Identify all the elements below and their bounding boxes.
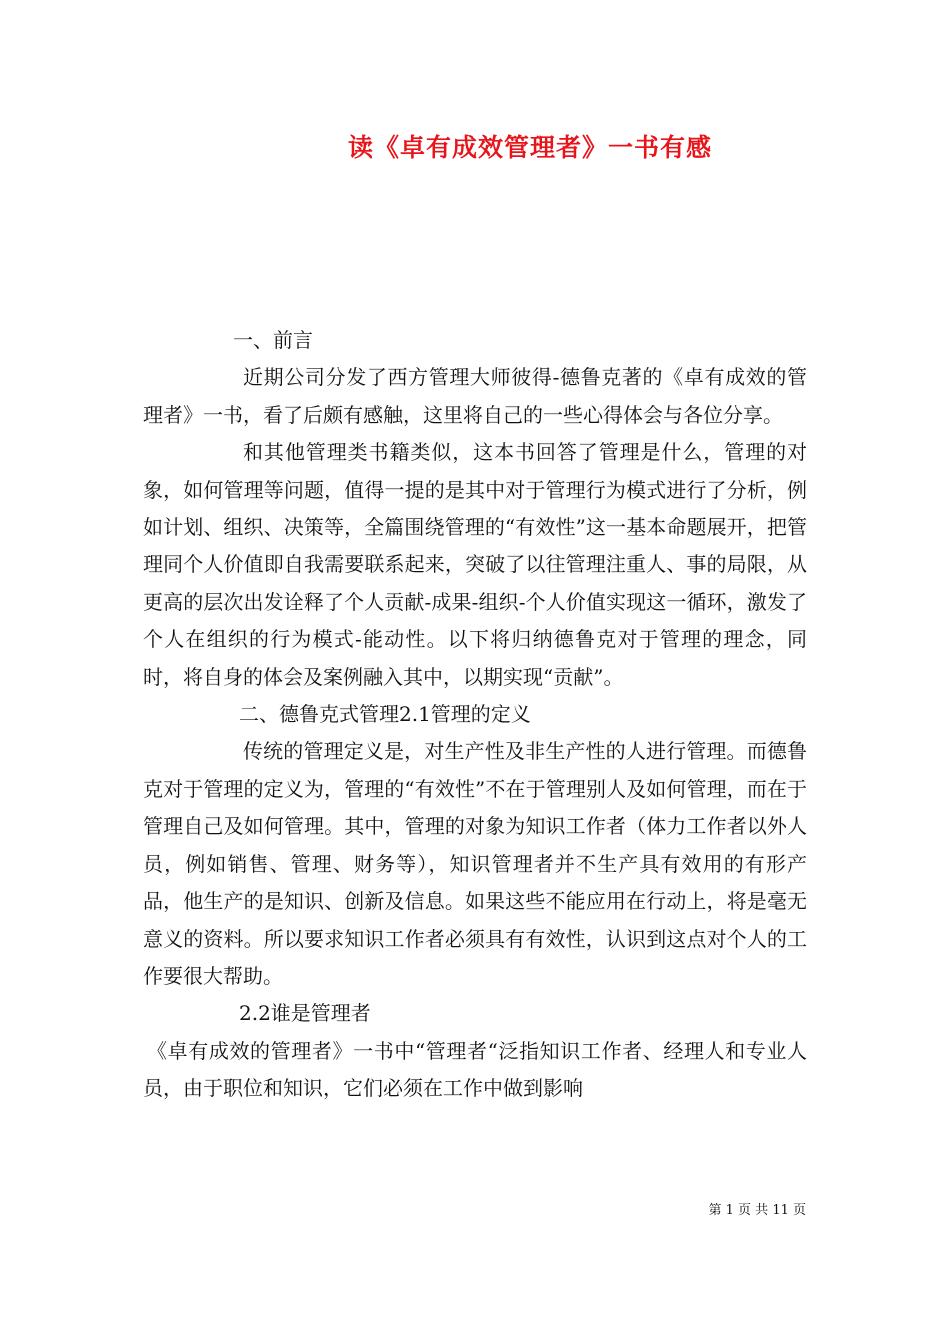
- document-title: 读《卓有成效管理者》一书有感: [347, 133, 712, 162]
- paragraph-definition: 传统的管理定义是，对生产性及非生产性的人进行管理。而德鲁克对于管理的定义为，管理的“有效性”不在于管理别人及如何管理，而在于管理自己及如何管理。其中，管理的对象为知识工作者（体力工作者以外人员，例如销售、管理、财务等），知识管理者并不生产具有效用的有形产品，他生产的是知识、创新及信息。如果这些不能应用在行动上，将是毫无意义的资料。所以要求知识工作者必须具有有效性，认识到这点对个人的工作要很大帮助。: [143, 739, 807, 988]
- paragraph-intro: 近期公司分发了西方管理大师彼得-德鲁克著的《卓有成效的管理者》一书，看了后颇有感触，这里将自己的一些心得体会与各位分享。: [143, 365, 807, 427]
- section-heading-who: 2.2谁是管理者: [239, 1001, 371, 1026]
- section-heading-drucker: 二、德鲁克式管理2.1管理的定义: [239, 702, 531, 727]
- document-body: [143, 322, 807, 1108]
- section-heading-preface: 一、前言: [233, 328, 313, 352]
- page-number-footer: 第 1 页 共 11 页: [708, 1203, 806, 1218]
- paragraph-who: 《卓有成效的管理者》一书中“管理者“泛指知识工作者、经理人和专业人员，由于职位和知识，它们必须在工作中做到影响: [143, 1038, 807, 1101]
- paragraph-overview: 和其他管理类书籍类似，这本书回答了管理是什么，管理的对象，如何管理等问题，值得一提的是其中对于管理行为模式进行了分析，例如计划、组织、决策等，全篇围绕管理的“有效性”这一基本命题展开，把管理同个人价值即自我需要联系起来，突破了以往管理注重人、事的局限，从更高的层次出发诠释了个人贡献-成果-组织-个人价值实现这一循环，激发了个人在组织的行为模式-能动性。以下将归纳德鲁克对于管理的理念，同时，将自身的体会及案例融入其中，以期实现“贡献”。: [143, 440, 807, 689]
